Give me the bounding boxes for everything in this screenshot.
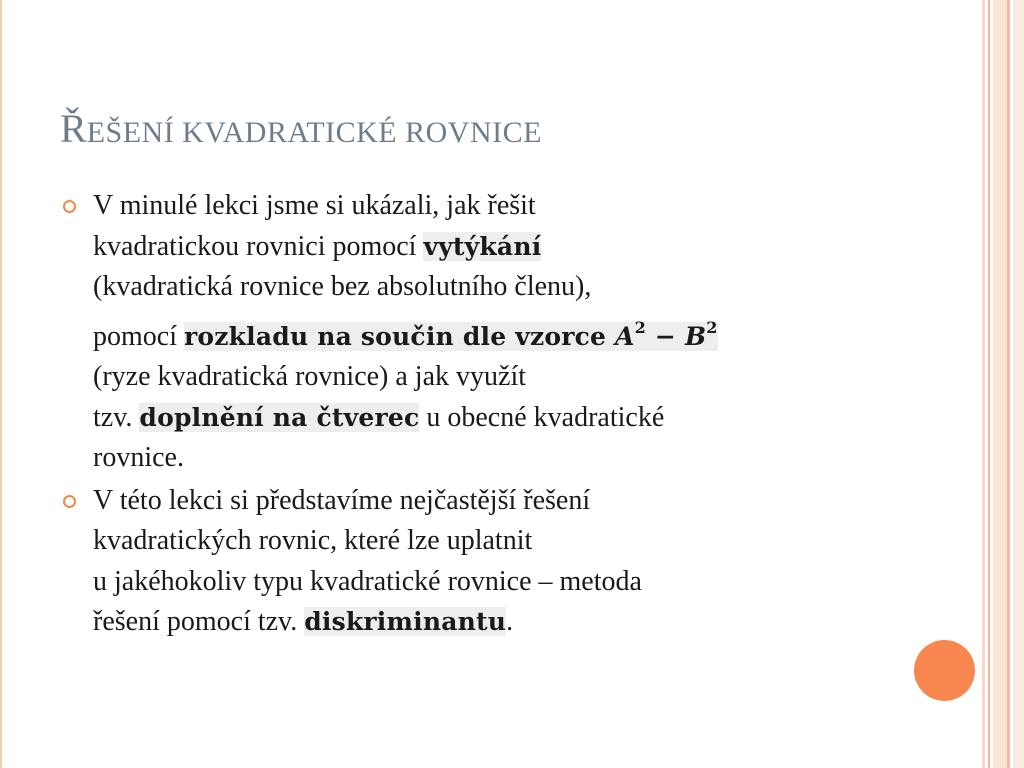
bullet-1-line-7: rovnice. [93,442,184,473]
bullet-2-line-3: u jakéhokoliv typu kvadratické rovnice – metoda [93,565,642,597]
circle-bullet-icon [63,200,76,213]
math-a-exp: 2 [634,317,646,337]
title-rest: EŠENÍ KVADRATICKÉ ROVNICE [86,116,542,149]
bullet-1-line-2-text: kvadratickou rovnici pomocí [93,230,424,262]
math-b-exp: 2 [706,317,718,337]
stripe [988,0,990,768]
slide-title [60,104,542,158]
bullet-2-line-2: kvadratických rovnic, které lze uplatnit [93,525,533,556]
math-minus: − [645,321,685,351]
bullet-2-line-4 [93,602,880,643]
stripe [1013,0,1024,768]
bullet-2-line-1: V této lekci si představíme nejčastější řešení [93,484,591,516]
stripe [1007,0,1010,768]
stripe [993,0,1007,768]
highlight-diskriminant: diskriminantu [304,607,507,636]
bullet-1-line-5: (ryze kvadratická rovnice) a jak využít [93,361,527,392]
bullet-1-line-4 [93,308,880,358]
highlight-rozklad-text: rozkladu na součin dle vzorce [184,321,607,351]
bullet-item-1 [60,186,880,479]
bullet-1-line-4-text: pomocí [93,320,184,352]
right-stripe-frame [982,0,1024,768]
left-frame-line [0,0,2,768]
bullet-item-2 [60,481,880,643]
bullet-1-line-6-post: u obecné kvadratické [419,401,665,433]
slide-content [60,186,880,645]
title-first-letter: Ř [60,106,87,151]
highlight-vytykani: vytýkání [423,231,542,261]
bullet-2-line-4-post: . [506,606,514,637]
bullet-1-line-2 [93,227,880,268]
circle-bullet-icon [63,495,76,508]
math-formula [615,317,718,351]
bullet-2-line-4-text: řešení pomocí tzv. [93,606,305,637]
bullet-1-line-1: V minulé lekci jsme si ukázali, jak řešit [93,190,536,221]
bullet-1-line-6-text: tzv. [93,401,140,433]
stripe [982,0,985,768]
bullet-1-line-6 [93,398,880,439]
bullet-1-line-3: (kvadratická rovnice bez absolutního členu), [93,271,592,302]
math-b: B [684,321,707,351]
highlight-doplneni: doplnění na čtverec [139,402,420,432]
highlight-rozklad [184,317,718,351]
orange-circle-icon [914,640,975,701]
math-a: A [615,321,635,351]
